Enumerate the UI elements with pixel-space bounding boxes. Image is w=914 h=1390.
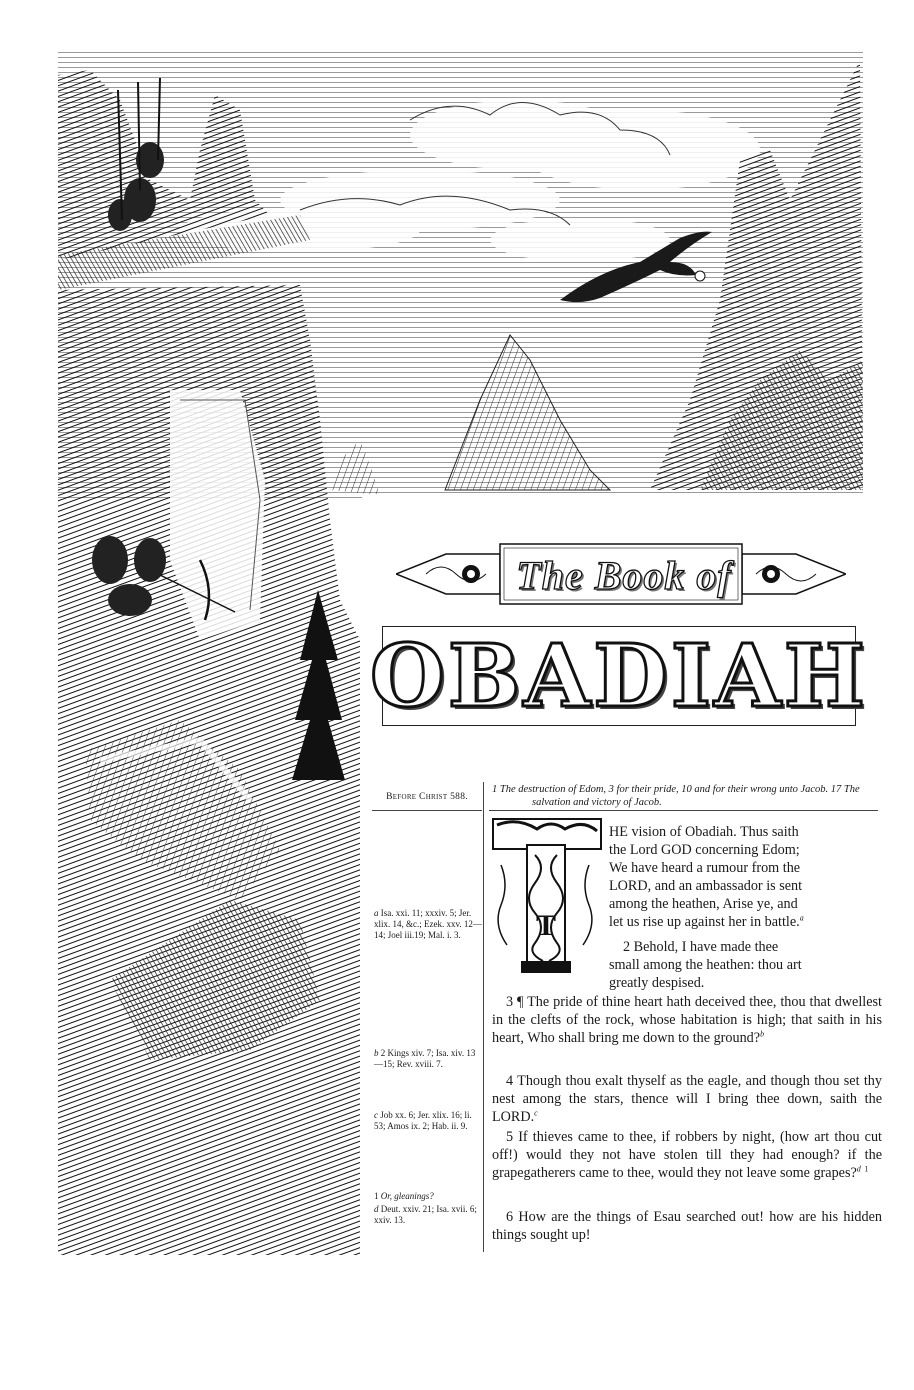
verse-1-line-5: among the heathen, Arise ye, and: [609, 896, 798, 912]
drop-cap-letter: T: [535, 909, 557, 942]
verse-5-text: 5 If thieves came to thee, if robbers by night, (how art thou cut off!) would they not have stolen till they had enough? if the grapegatherers came to thee, would they not leave some grapes?: [492, 1129, 882, 1181]
margin-note-b: [374, 1048, 484, 1070]
verse-1-line-6-wrap: [609, 913, 881, 931]
margin-note-c: [374, 1110, 484, 1132]
margin-note-d: [374, 1204, 484, 1226]
verse-6: [492, 1208, 882, 1244]
footnote-ref-a: a: [799, 913, 804, 923]
ornamental-drop-cap: [491, 815, 603, 978]
margin-note-b-text: 2 Kings xiv. 7; Isa. xiv. 13—15; Rev. xviii. 7.: [374, 1048, 476, 1069]
chapter-summary: [492, 783, 870, 809]
footnote-ref-b: b: [760, 1029, 765, 1039]
margin-column: [372, 782, 484, 1252]
margin-note-1: [374, 1191, 484, 1202]
title-line-1: The Book of: [516, 552, 732, 598]
book-title: OBADIAH: [369, 625, 869, 727]
margin-header: Before Christ 588.: [386, 792, 468, 802]
verse-2-line-3: greatly despised.: [609, 975, 705, 991]
margin-note-1-text: Or, gleanings?: [380, 1191, 434, 1201]
verse-1-line-3: We have heard a rumour from the: [609, 860, 801, 876]
verse-3: [492, 993, 882, 1047]
verse-1-line-4: LORD, and an ambassador is sent: [609, 878, 803, 894]
left-cliff: [58, 285, 360, 1255]
verse-3-text: 3 ¶ The pride of thine heart hath deceived thee, thou that dwellest in the clefts of the rock, whose habitation is high; that saith in his heart, Who shall bring me down to the ground?: [492, 994, 882, 1046]
verse-2: [609, 938, 881, 992]
margin-note-d-ref: d: [374, 1204, 379, 1214]
footnote-ref-1: 1: [864, 1164, 869, 1174]
verse-2-line-2: small among the heathen: thou art: [609, 957, 802, 973]
margin-note-d-text: Deut. xxiv. 21; Isa. xvii. 6; xxiv. 13.: [374, 1204, 477, 1225]
footnote-ref-c: c: [534, 1108, 538, 1118]
verse-4-text: 4 Though thou exalt thyself as the eagle, and though thou set thy nest among the stars, thence will I bring thee down, saith the LORD.: [492, 1073, 882, 1125]
verse-4: [492, 1072, 882, 1126]
chapter-summary-text: 1 The destruction of Edom, 3 for their pride, 10 and for their wrong unto Jacob. 17 The salvation and victory of Jacob.: [492, 784, 860, 808]
footnote-ref-d: d: [856, 1164, 861, 1174]
verse-1: [609, 823, 881, 931]
margin-note-c-text: Job xx. 6; Jer. xlix. 16; li. 53; Amos ix. 2; Hab. ii. 9.: [374, 1110, 472, 1131]
margin-note-c-ref: c: [374, 1110, 378, 1120]
summary-rule: [489, 810, 878, 811]
verse-5: [492, 1128, 882, 1182]
margin-note-a: [374, 908, 484, 941]
margin-note-a-ref: a: [374, 908, 379, 918]
verse-2-line-1: 2 Behold, I have made thee: [623, 939, 779, 955]
verse-1-line-6: let us rise up against her in battle.: [609, 914, 800, 930]
margin-note-a-text: Isa. xxi. 11; xxxiv. 5; Jer. xlix. 14, &c.; Ezek. xxv. 12—14; Joel iii.19; Mal. i. 3.: [374, 908, 482, 940]
verse-1-line-1: HE vision of Obadiah. Thus saith: [609, 824, 799, 840]
verse-6-text: 6 How are the things of Esau searched out! how are his hidden things sought up!: [492, 1209, 882, 1243]
margin-rule: [372, 810, 482, 811]
margin-note-1-ref: 1: [374, 1191, 379, 1201]
margin-note-b-ref: b: [374, 1048, 379, 1058]
verse-1-line-2: the Lord GOD concerning Edom;: [609, 842, 800, 858]
